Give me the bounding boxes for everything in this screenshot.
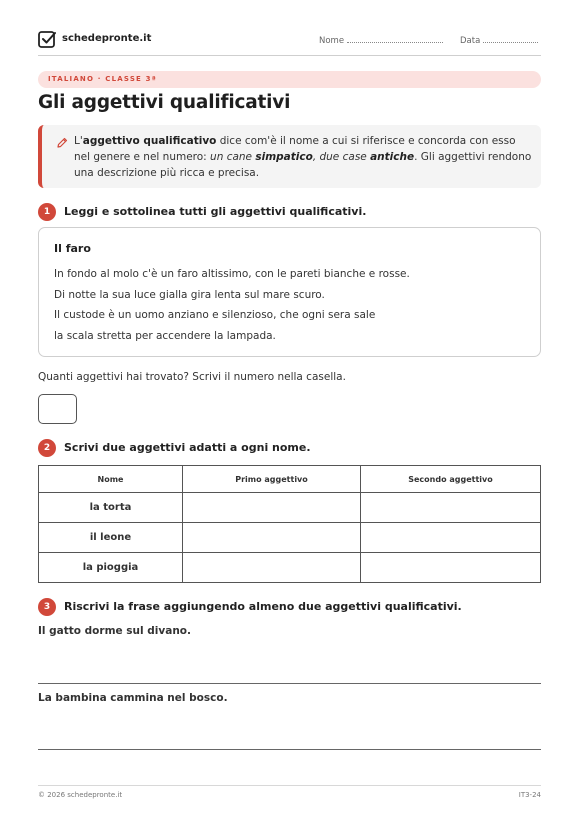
text-line: Il custode è un uomo anziano e silenzioso, che ogni sera sale (54, 309, 376, 321)
text-title: Il faro (54, 242, 91, 255)
rule-text-part: . Gli aggettivi rendono una descrizione più ricca e precisa. (74, 151, 532, 179)
exercise-number-badge: 2 (38, 439, 56, 457)
name-field (319, 35, 443, 46)
text-line: la scala stretta per accendere la lampada. (54, 330, 276, 342)
table-row (39, 493, 541, 523)
answer-cell[interactable] (361, 523, 541, 553)
exercise-number-badge: 3 (38, 598, 56, 616)
footer-code: IT3-24 (518, 791, 541, 799)
class-label: ITALIANO · CLASSE 3ª (48, 75, 157, 83)
table-header-first: Primo aggettivo (183, 466, 361, 493)
answer-cell[interactable] (361, 493, 541, 523)
noun-cell: la torta (39, 493, 183, 523)
date-label: Data (460, 36, 481, 46)
class-strip (38, 71, 541, 88)
date-field (460, 35, 538, 46)
adjectives-table (38, 465, 541, 583)
footer-copyright: © 2026 schedepronte.it (38, 791, 123, 799)
rule-text (74, 133, 534, 181)
table-row (39, 553, 541, 583)
count-question: Quanti aggettivi hai trovato? Scrivi il numero nella casella. (38, 371, 346, 383)
sentence-prompt: Il gatto dorme sul divano. (38, 625, 191, 637)
answer-cell[interactable] (183, 523, 361, 553)
rule-text-part: simpatico (255, 151, 313, 163)
site-logo-text: schedepronte.it (62, 33, 152, 44)
answer-cell[interactable] (361, 553, 541, 583)
page-title: Gli aggettivi qualificativi (38, 92, 291, 113)
exercise-number-badge: 1 (38, 203, 56, 221)
pencil-icon (56, 137, 68, 149)
exercise-instruction: Scrivi due aggettivi adatti a ogni nome. (64, 441, 311, 454)
page-header (38, 28, 541, 56)
write-line[interactable] (38, 749, 541, 750)
exercise-instruction: Riscrivi la frase aggiungendo almeno due aggettivi qualificativi. (64, 600, 462, 613)
footer-divider (38, 785, 541, 786)
sentence-prompt: La bambina cammina nel bosco. (38, 692, 228, 704)
rule-text-part: aggettivo qualificativo (82, 135, 217, 147)
rule-text-part: dice com'è il nome a cui si riferisce e concorda con esso nel genere e nel numero: (74, 135, 516, 163)
text-line: Di notte la sua luce gialla gira lenta sul mare scuro. (54, 289, 325, 301)
reading-text-box (38, 227, 541, 357)
table-header-noun: Nome (39, 466, 183, 493)
table-header-second: Secondo aggettivo (361, 466, 541, 493)
noun-cell: la pioggia (39, 553, 183, 583)
name-label: Nome (319, 36, 345, 46)
exercise-instruction: Leggi e sottolinea tutti gli aggettivi qualificativi. (64, 205, 367, 218)
answer-cell[interactable] (183, 553, 361, 583)
rule-text-part: L' (74, 135, 83, 147)
text-line: In fondo al molo c'è un faro altissimo, con le pareti bianche e rosse. (54, 268, 410, 280)
write-line[interactable] (38, 683, 541, 684)
rule-box (38, 125, 541, 188)
noun-cell: il leone (39, 523, 183, 553)
answer-box[interactable] (38, 394, 77, 424)
table-row (39, 523, 541, 553)
rule-text-part: , due case (312, 151, 371, 163)
rule-text-part: antiche (370, 151, 415, 163)
checkbox-logo-icon (38, 30, 56, 48)
answer-cell[interactable] (183, 493, 361, 523)
rule-text-part: un cane (210, 151, 256, 163)
